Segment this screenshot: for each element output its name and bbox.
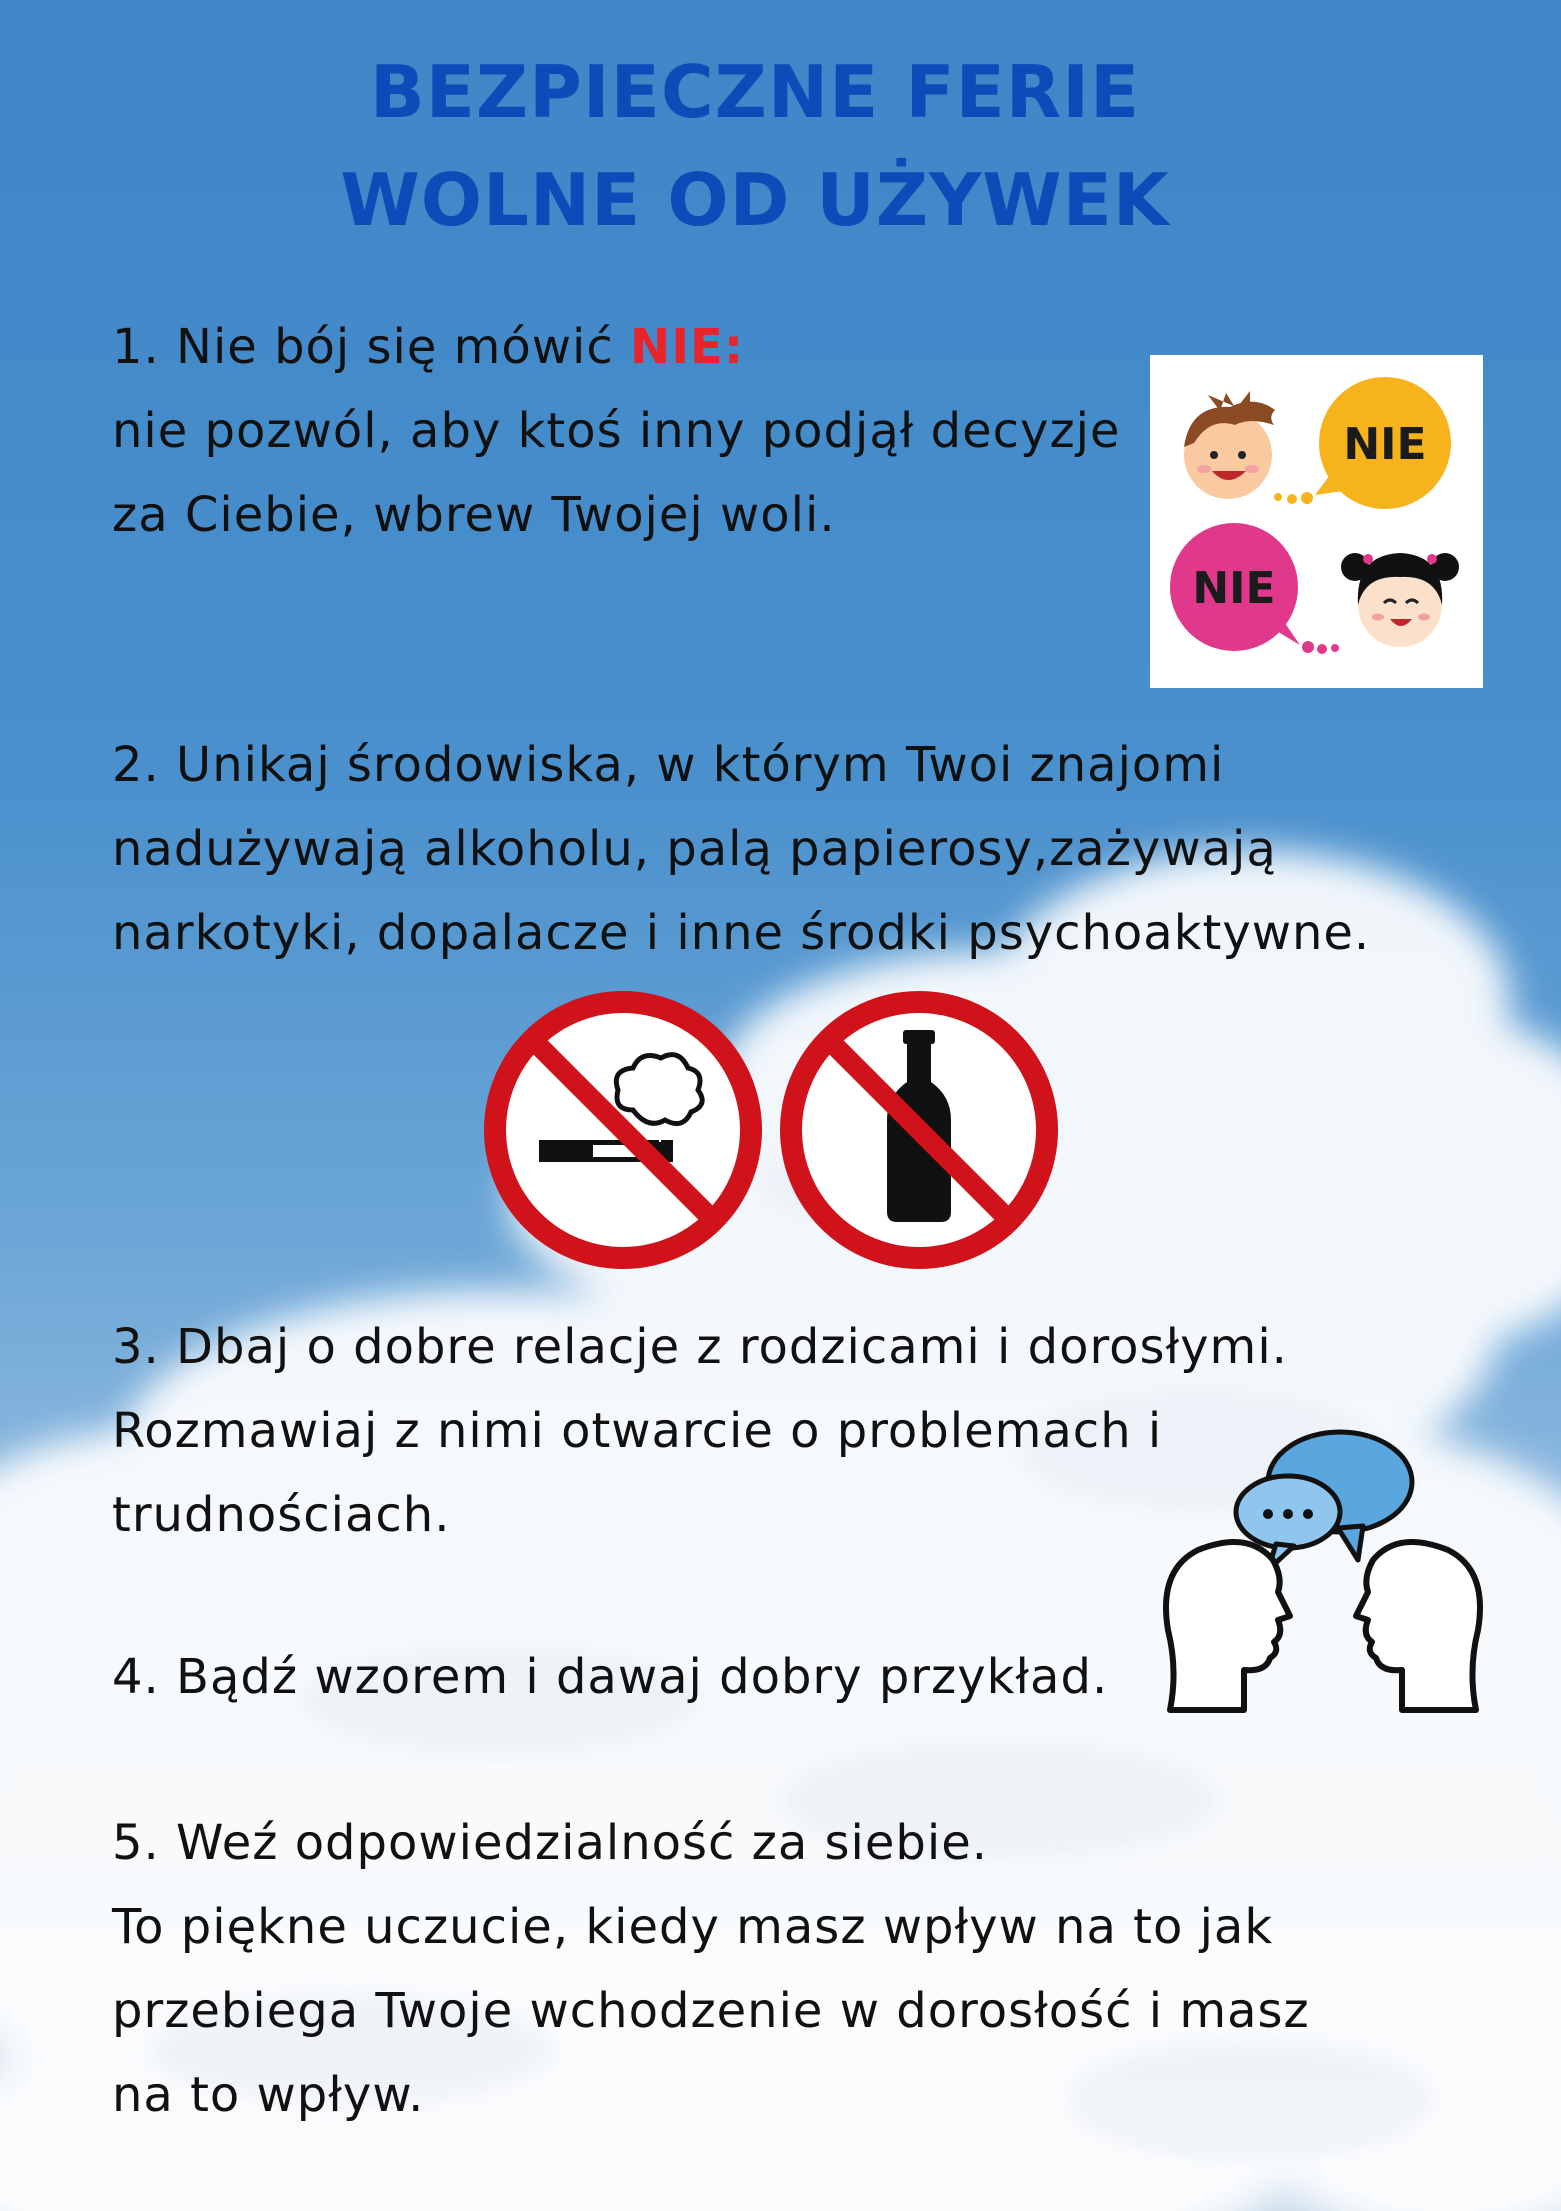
tip-3 bbox=[112, 1305, 1288, 1557]
no-alcohol-icon bbox=[791, 1002, 1047, 1258]
bubble-boy-text: NIE bbox=[1343, 419, 1427, 470]
tip-1-prefix: 1. Nie bój się mówić bbox=[112, 319, 631, 375]
tip-1 bbox=[112, 305, 1121, 557]
tip-5-line-4: na to wpływ. bbox=[112, 2067, 425, 2123]
kids-saying-no-icon bbox=[1150, 355, 1483, 688]
girl-face-icon bbox=[1341, 553, 1459, 647]
tip-5 bbox=[112, 1801, 1310, 2137]
tip-1-heading bbox=[112, 305, 1121, 389]
boy-face-icon bbox=[1184, 391, 1275, 499]
tip-3-line-1: 3. Dbaj o dobre relacje z rodzicami i dorosłymi. bbox=[112, 1319, 1288, 1375]
tip-5-line-1: 5. Weź odpowiedzialność za siebie. bbox=[112, 1815, 989, 1871]
tip-3-line-2: Rozmawiaj z nimi otwarcie o problemach i bbox=[112, 1403, 1163, 1459]
tip-2-line-3: narkotyki, dopalacze i inne środki psychoaktywne. bbox=[112, 905, 1371, 961]
tip-1-highlight: NIE: bbox=[630, 319, 745, 375]
tip-5-line-3: przebiega Twoje wchodzenie w dorosłość i masz bbox=[112, 1983, 1310, 2039]
prohibition-signs bbox=[483, 990, 1059, 1270]
tip-5-line-2: To piękne uczucie, kiedy masz wpływ na to jak bbox=[112, 1899, 1274, 1955]
tip-2 bbox=[112, 723, 1370, 975]
title-line-1: BEZPIECZNE FERIE bbox=[369, 50, 1141, 134]
tip-1-line-3: za Ciebie, wbrew Twojej woli. bbox=[112, 487, 836, 543]
tip-2-line-2: nadużywają alkoholu, palą papierosy,zażywają bbox=[112, 821, 1277, 877]
no-smoking-icon bbox=[495, 1002, 751, 1258]
tip-4-line-1: 4. Bądź wzorem i dawaj dobry przykład. bbox=[112, 1649, 1109, 1705]
tip-3-line-3: trudnościach. bbox=[112, 1487, 451, 1543]
tip-2-line-1: 2. Unikaj środowiska, w którym Twoi znajomi bbox=[112, 737, 1225, 793]
tip-1-line-2: nie pozwól, aby ktoś inny podjął decyzje bbox=[112, 403, 1121, 459]
conversation-heads-icon bbox=[1148, 1420, 1498, 1720]
title-line-2: WOLNE OD UŻYWEK bbox=[340, 158, 1170, 242]
tip-4 bbox=[112, 1635, 1108, 1719]
bubble-girl-text: NIE bbox=[1192, 563, 1276, 614]
